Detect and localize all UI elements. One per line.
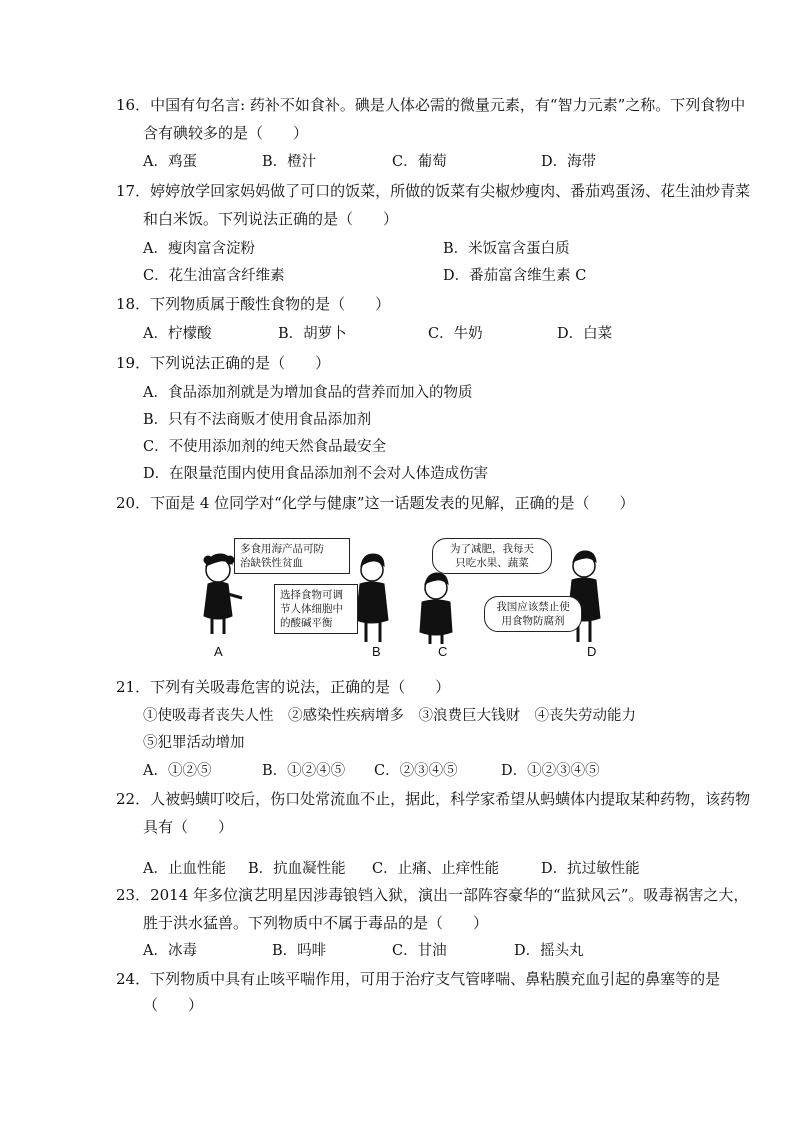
- q19-option-a: A．食品添加剂就是为增加食品的营养而加入的物质: [143, 385, 473, 401]
- q17-option-d: D．番茄富含维生素 C: [443, 268, 587, 284]
- q23-option-b: B．吗啡: [272, 943, 327, 959]
- question-22-line-1: 22．人被蚂蟥叮咬后，伤口处常流血不止，据此，科学家希望从蚂蟥体内提取某种药物，该药物: [116, 790, 751, 808]
- question-21-line-1: 21．下列有关吸毒危害的说法，正确的是（ ）: [116, 678, 451, 696]
- question-22-line-2: 具有（ ）: [143, 818, 234, 836]
- q22-option-c: C．止痛、止痒性能: [372, 861, 500, 877]
- q17-option-b: B．米饭富含蛋白质: [443, 241, 570, 257]
- question-19-line-1: 19．下列说法正确的是（ ）: [116, 354, 331, 372]
- question-23-line-1: 23．2014 年多位演艺明星因涉毒锒铛入狱，演出一部阵容豪华的“监狱风云”。吸毒祸害之大，: [116, 886, 749, 904]
- figure-label-b: B: [372, 644, 381, 659]
- q21-option-c: C．②③④⑤: [374, 763, 458, 779]
- q16-option-b: B．橙汁: [262, 154, 317, 170]
- q19-option-b: B．只有不法商贩才使用食品添加剂: [143, 412, 372, 428]
- bubble-d-line-2: 用食物防腐剂: [501, 615, 565, 627]
- question-24-line-1: 24．下列物质中具有止咳平喘作用，可用于治疗支气管哮喘、鼻粘膜充血引起的鼻塞等的是: [116, 970, 721, 988]
- q19-option-c: C．不使用添加剂的纯天然食品最安全: [143, 439, 387, 455]
- q22-option-b: B．抗血凝性能: [248, 861, 346, 877]
- question-20-line-1: 20．下面是 4 位同学对“化学与健康”这一话题发表的见解，正确的是（ ）: [116, 494, 635, 512]
- q21-option-a: A．①②⑤: [143, 763, 212, 779]
- question-16-line-2: 含有碘较多的是（ ）: [143, 124, 309, 142]
- question-23-line-2: 胜于洪水猛兽。下列物质中不属于毒品的是（ ）: [143, 914, 489, 932]
- q21-statements-line-1: ①使吸毒者丧失人性 ②感染性疾病增多 ③浪费巨大钱财 ④丧失劳动能力: [143, 708, 636, 724]
- q23-option-c: C．甘油: [392, 943, 447, 959]
- q16-option-d: D．海带: [541, 154, 597, 170]
- bubble-a-line-1: 多食用海产品可防: [240, 543, 324, 555]
- speech-bubble-c: [432, 538, 552, 574]
- q18-option-d: D．白菜: [557, 326, 613, 342]
- bubble-c-line-2: 只吃水果、蔬菜: [455, 557, 529, 569]
- q21-option-d: D．①②③④⑤: [501, 763, 600, 779]
- q18-option-b: B．胡萝卜: [278, 326, 347, 342]
- bubble-b-line-2: 节人体细胞中: [280, 603, 343, 615]
- person-c-figure: [420, 573, 452, 644]
- question-17-line-1: 17．婷婷放学回家妈妈做了可口的饭菜，所做的饭菜有尖椒炒瘦肉、番茄鸡蛋汤、花生油炒青菜: [116, 182, 751, 200]
- q20-illustration: [190, 538, 620, 664]
- person-b-figure: [356, 554, 388, 642]
- question-18-line-1: 18．下列物质属于酸性食物的是（ ）: [116, 295, 391, 313]
- speech-bubble-b: [274, 584, 358, 634]
- q17-option-c: C．花生油富含纤维素: [143, 268, 285, 284]
- question-16-line-1: 16．中国有句名言: 药补不如食补。碘是人体必需的微量元素，有“智力元素”之称。下列食物中: [116, 96, 746, 114]
- speech-bubble-d: [484, 596, 582, 632]
- q16-option-a: A．鸡蛋: [143, 154, 197, 170]
- q22-option-a: A．止血性能: [143, 861, 226, 877]
- q21-option-b: B．①②④⑤: [262, 763, 346, 779]
- q22-option-d: D．抗过敏性能: [541, 861, 640, 877]
- bubble-d-line-1: 我国应该禁止使: [496, 601, 570, 613]
- question-24-line-2: （ ）: [143, 996, 204, 1014]
- figure-label-d: D: [587, 644, 597, 659]
- figure-label-c: C: [438, 644, 448, 659]
- q18-option-a: A．柠檬酸: [143, 326, 212, 342]
- q16-option-c: C．葡萄: [392, 154, 447, 170]
- q17-option-a: A．瘦肉富含淀粉: [143, 241, 255, 257]
- q19-option-d: D．在限量范围内使用食品添加剂不会对人体造成伤害: [143, 466, 489, 482]
- bubble-b-line-1: 选择食物可调: [280, 589, 343, 601]
- question-17-line-2: 和白米饭。下列说法正确的是（ ）: [143, 210, 399, 228]
- bubble-c-line-1: 为了减肥，我每天: [450, 543, 534, 555]
- bubble-b-line-3: 的酸碱平衡: [280, 617, 333, 629]
- bubble-a-line-2: 治缺铁性贫血: [240, 557, 303, 569]
- speech-bubble-a: [234, 538, 350, 574]
- q23-option-d: D．摇头丸: [514, 943, 584, 959]
- q23-option-a: A．冰毒: [143, 943, 197, 959]
- q21-statements-line-2: ⑤犯罪活动增加: [143, 735, 245, 751]
- q18-option-c: C．牛奶: [428, 326, 483, 342]
- figure-label-a: A: [214, 644, 223, 659]
